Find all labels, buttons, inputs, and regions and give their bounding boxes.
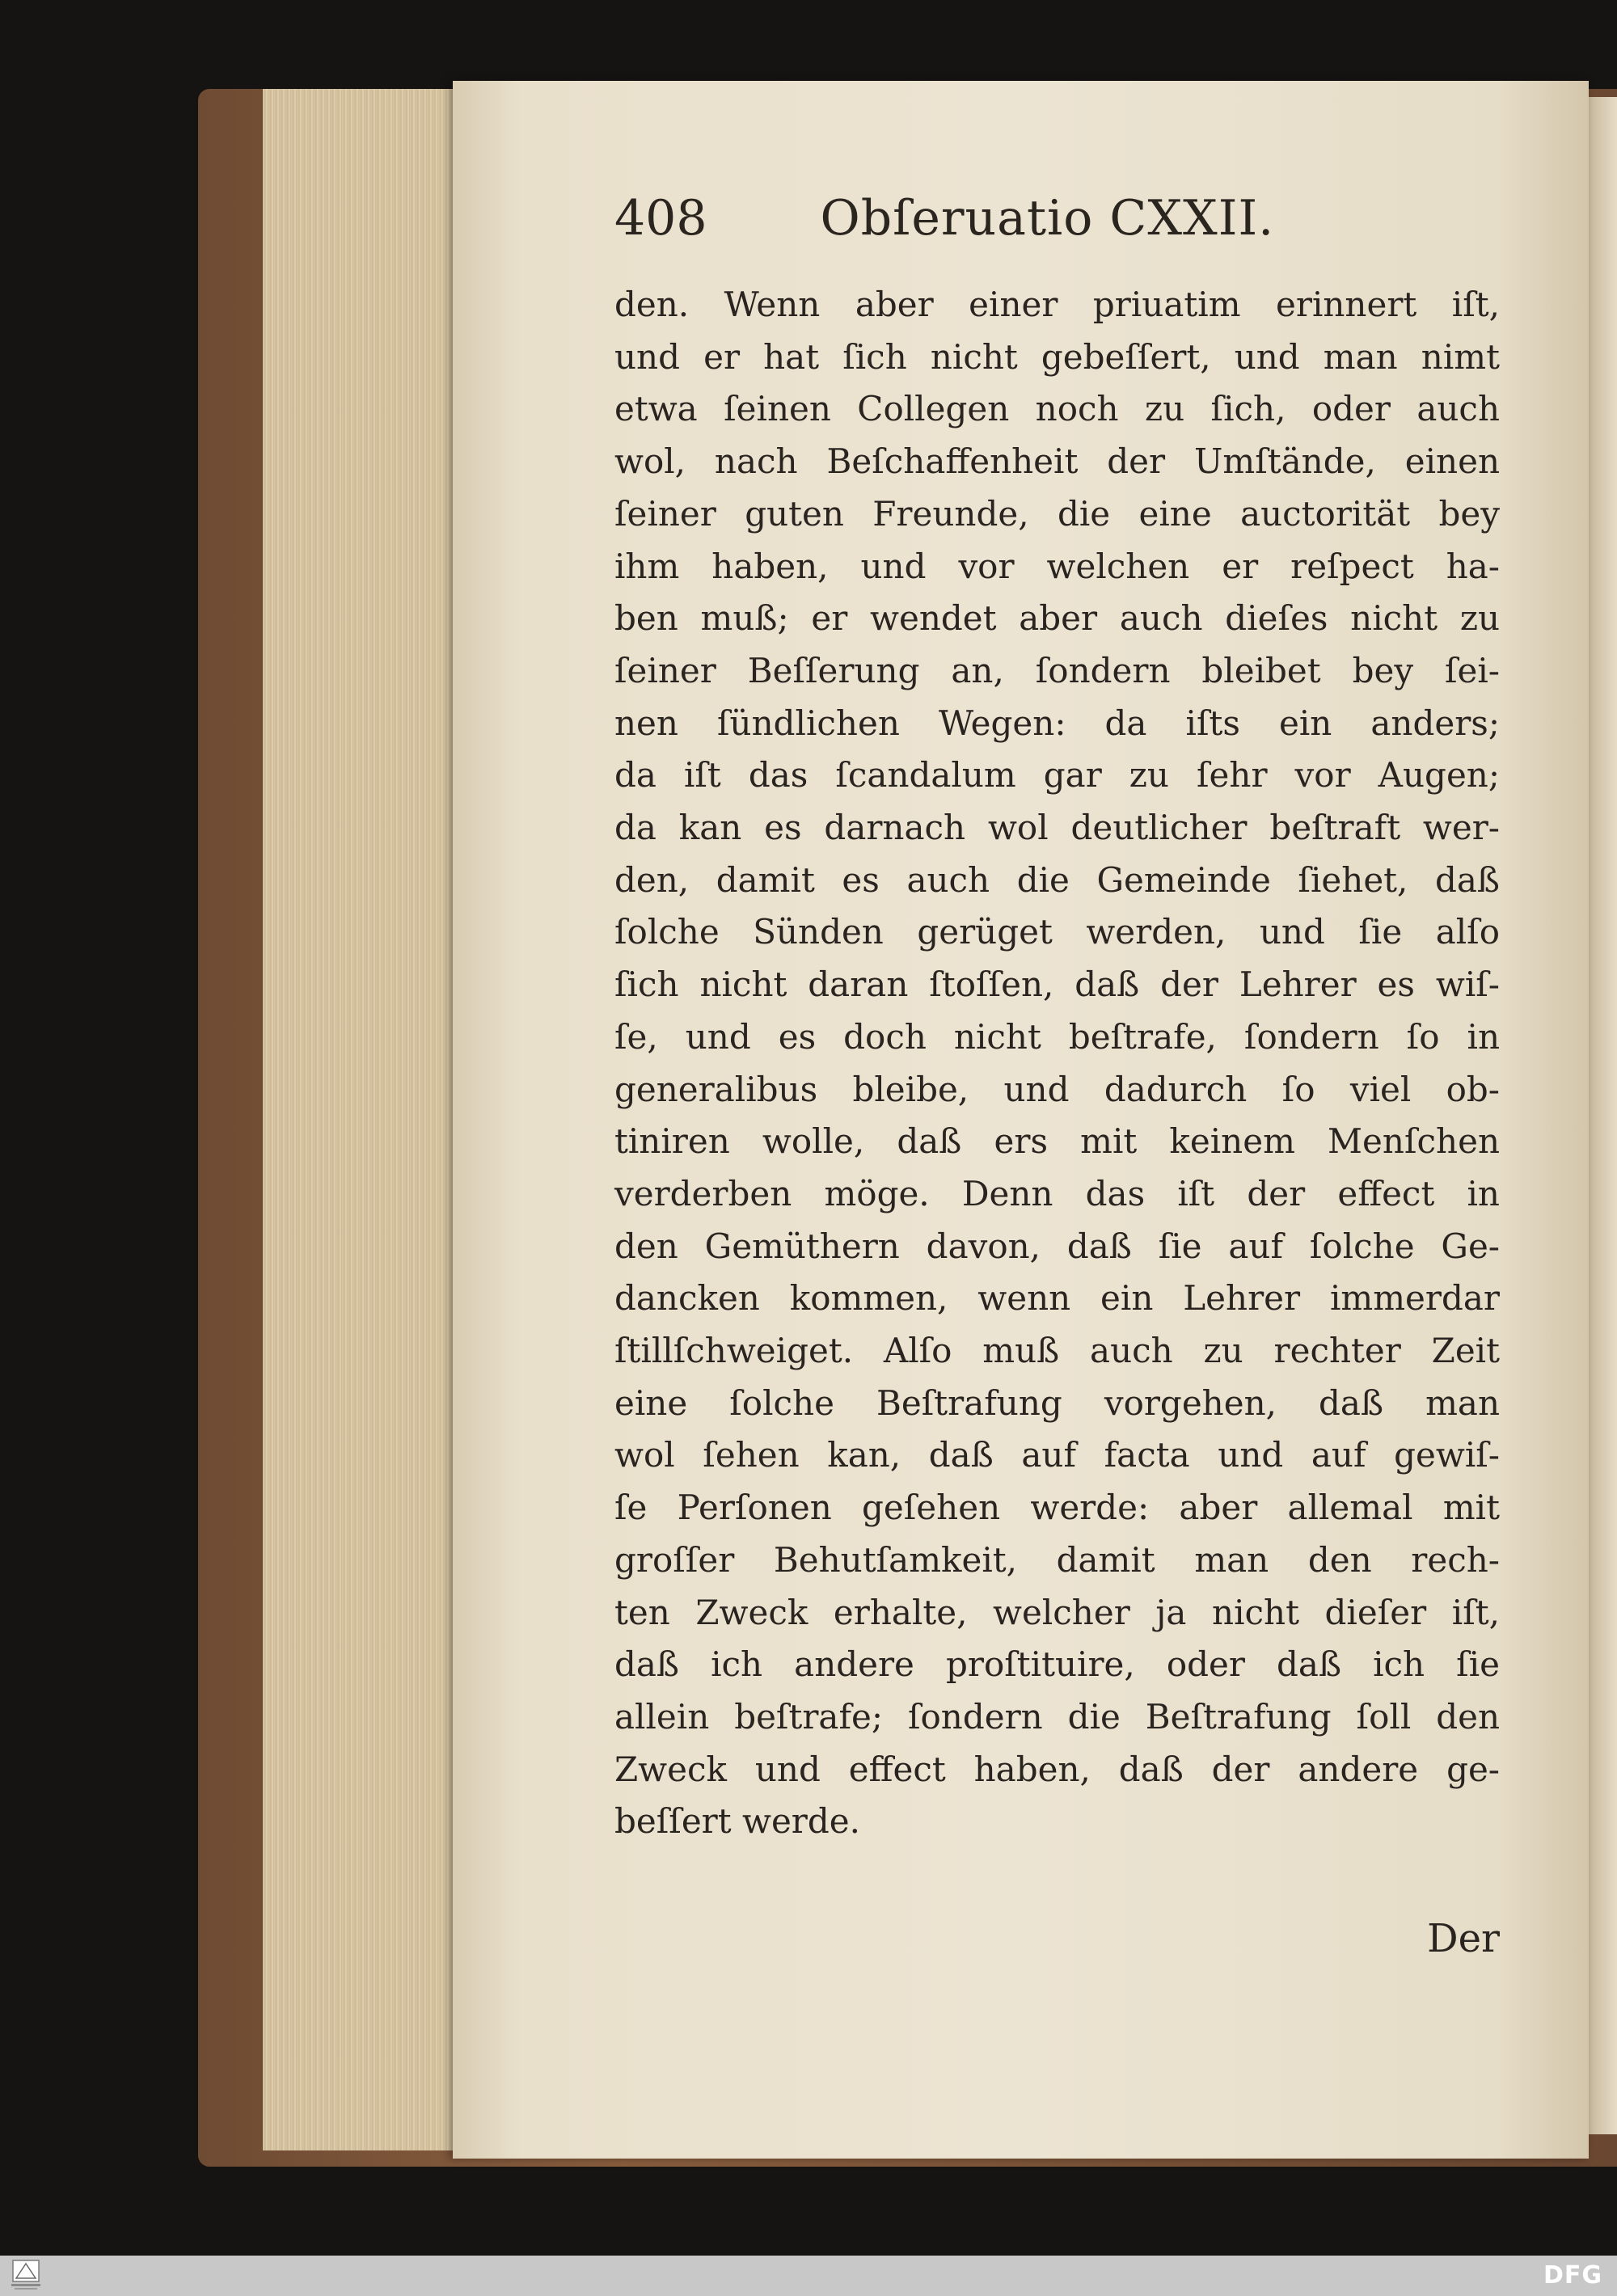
text-line: ſe, und es doch nicht beſtrafe, ſondern ſo in bbox=[614, 1016, 1500, 1057]
text-line: ſe Perſonen geſehen werde: aber allemal mit bbox=[614, 1488, 1500, 1528]
text-line: wol, nach Beſchaffenheit der Umſtände, einen bbox=[614, 441, 1500, 482]
text-line: den, damit es auch die Gemeinde ſiehet, daß bbox=[614, 859, 1500, 900]
text-line: ſtillſchweiget. Alſo muß auch zu rechter Zeit bbox=[614, 1331, 1500, 1371]
text-line: daß ich andere proſtituire, oder daß ich ſie bbox=[614, 1644, 1500, 1685]
text-line: ſeiner Beſſerung an, ſondern bleibet bey ſei- bbox=[614, 650, 1500, 690]
text-line: ſeiner guten Freunde, die eine auctorität bey bbox=[614, 493, 1500, 534]
text-line: ihm haben, und vor welchen er reſpect ha- bbox=[614, 546, 1500, 586]
text-line: etwa ſeinen Collegen noch zu ſich, oder auch bbox=[614, 389, 1500, 429]
page-header bbox=[614, 182, 1391, 255]
text-line: den Gemüthern davon, daß ſie auf ſolche Ge- bbox=[614, 1226, 1500, 1266]
text-line: beſſert werde. bbox=[614, 1801, 860, 1842]
running-title: Obſeruatio CXXII. bbox=[820, 190, 1275, 247]
text-line: nen ſündlichen Wegen: da iſts ein anders; bbox=[614, 703, 1500, 743]
text-line: da iſt das ſcandalum gar zu ſehr vor Augen; bbox=[614, 755, 1500, 796]
text-line: ſolche Sünden gerüget werden, und ſie alſo bbox=[614, 912, 1500, 952]
viewer-footer-bar bbox=[0, 2256, 1617, 2296]
body-text bbox=[614, 279, 1500, 1848]
text-line: verderben möge. Denn das iſt der effect in bbox=[614, 1173, 1500, 1213]
text-line: allein beſtrafe; ſondern die Beſtrafung ſoll den bbox=[614, 1696, 1500, 1737]
library-crest-icon bbox=[8, 2259, 44, 2293]
page-edges bbox=[263, 89, 461, 2150]
text-line: groſſer Behutſamkeit, damit man den rech- bbox=[614, 1539, 1500, 1580]
text-line: eine ſolche Beſtrafung vorgehen, daß man bbox=[614, 1382, 1500, 1423]
text-line: ſich nicht daran ſtoſſen, daß der Lehrer es wiſ- bbox=[614, 964, 1500, 1005]
text-line: generalibus bleibe, und dadurch ſo viel ob- bbox=[614, 1069, 1500, 1109]
text-line: wol ſehen kan, daß auf facta und auf gewiſ- bbox=[614, 1435, 1500, 1475]
text-line: den. Wenn aber einer priuatim erinnert iſt, bbox=[614, 285, 1500, 324]
text-line: und er hat ſich nicht gebeſſert, und man nimt bbox=[614, 336, 1500, 377]
text-line: Zweck und effect haben, daß der andere ge- bbox=[614, 1749, 1500, 1789]
text-line: ben muß; er wendet aber auch dieſes nicht zu bbox=[614, 598, 1500, 639]
text-line: ten Zweck erhalte, welcher ja nicht dieſer iſt, bbox=[614, 1592, 1500, 1632]
catchword: Der bbox=[1427, 1916, 1500, 1961]
page-number: 408 bbox=[614, 190, 707, 247]
text-line: dancken kommen, wenn ein Lehrer immerdar bbox=[614, 1278, 1500, 1319]
text-line: tiniren wolle, daß ers mit keinem Menſchen bbox=[614, 1121, 1500, 1162]
text-line: da kan es darnach wol deutlicher beſtraft wer- bbox=[614, 808, 1500, 848]
dfg-logo: DFG bbox=[1543, 2261, 1602, 2290]
